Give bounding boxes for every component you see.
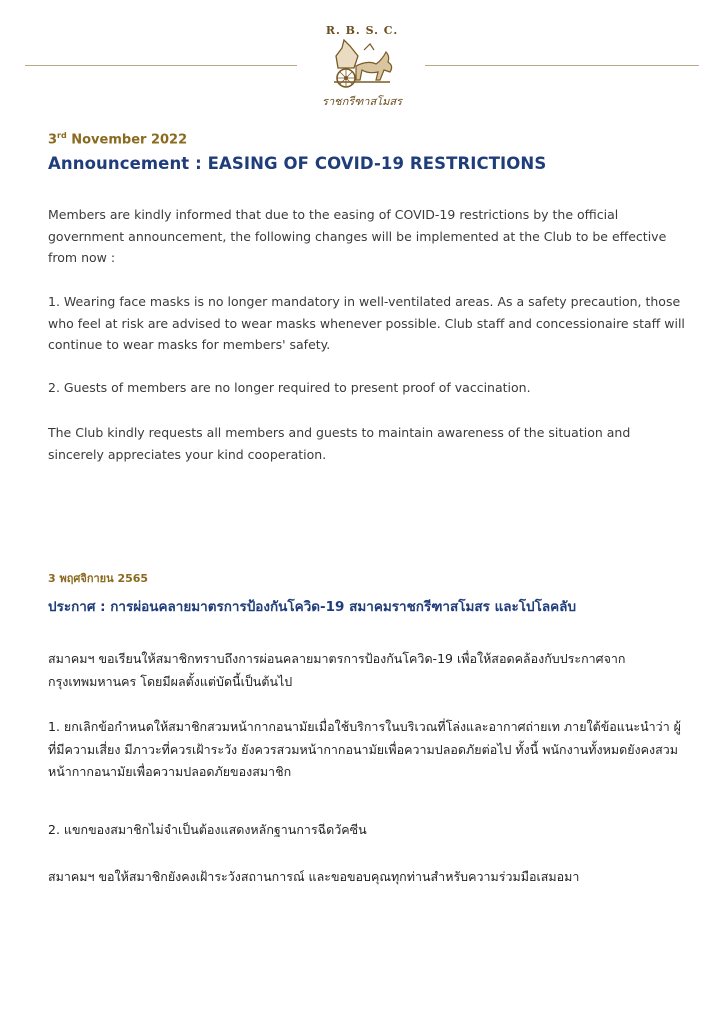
logo-letters: R. B. S. C. [325, 24, 399, 37]
club-logo [310, 24, 414, 110]
header-divider-left [25, 65, 297, 66]
thai-date: 3 พฤศจิกายน 2565 [48, 572, 149, 585]
thai-item-2: 2. แขกของสมาชิกไม่จำเป็นต้องแสดงหลักฐานการฉีดวัคซีน [48, 822, 367, 837]
english-date-rest: November 2022 [66, 132, 188, 148]
english-intro: Members are kindly informed that due to the easing of COVID-19 restrictions by the official government announcement, the following changes will be implemented at the Club to be effective from now : [48, 207, 667, 265]
english-item-1: 1. Wearing face masks is no longer mandatory in well-ventilated areas. As a safety precaution, those who feel at risk are advised to wear masks whenever possible. Club staff and concessionaire staff will continue to wear masks for members' safety. [48, 294, 685, 352]
thai-title: ประกาศ : การผ่อนคลายมาตรการป้องกันโควิด-19 สมาคมราชกรีฑาสโมสร และโปโลคลับ [48, 599, 577, 615]
header-divider-right [425, 65, 699, 66]
thai-closing: สมาคมฯ ขอให้สมาชิกยังคงเฝ้าระวังสถานการณ์ และขอขอบคุณทุกท่านสำหรับความร่วมมือเสมอมา [48, 869, 580, 884]
english-closing: The Club kindly requests all members and guests to maintain awareness of the situation and sincerely appreciates your kind cooperation. [48, 425, 631, 462]
english-title: Announcement : EASING OF COVID-19 RESTRICTIONS [48, 154, 547, 173]
thai-item-1: 1. ยกเลิกข้อกำหนดให้สมาชิกสวมหน้ากากอนามัยเมื่อใช้บริการในบริเวณที่โล่งและอากาศถ่ายเท ภายใต้ข้อแนะนำว่า ผู้ที่มีความเสี่ยง มีภาวะที่ควรเฝ้าระวัง ยังควรสวมหน้ากากอนามัยเพื่อความปลอดภัยต่อไป ทั้งนี้ พนักงานทั้งหมดยังคงสวมหน้ากากอนามัยเพื่อความปลอดภัยของสมาชิก [48, 719, 682, 779]
english-date-suffix: rd [57, 131, 67, 140]
english-date [48, 131, 688, 147]
english-date-day: 3 [48, 132, 58, 148]
english-item-2: 2. Guests of members are no longer required to present proof of vaccination. [48, 380, 531, 395]
thai-intro: สมาคมฯ ขอเรียนให้สมาชิกทราบถึงการผ่อนคลายมาตรการป้องกันโควิด-19 เพื่อให้สอดคล้องกับประกาศจากกรุงเทพมหานคร โดยมีผลตั้งแต่บัดนี้เป็นต้นไป [48, 651, 626, 689]
logo-thai-name: ราชกรีฑาสโมสร [322, 95, 402, 108]
chariot-emblem-icon [324, 38, 400, 92]
